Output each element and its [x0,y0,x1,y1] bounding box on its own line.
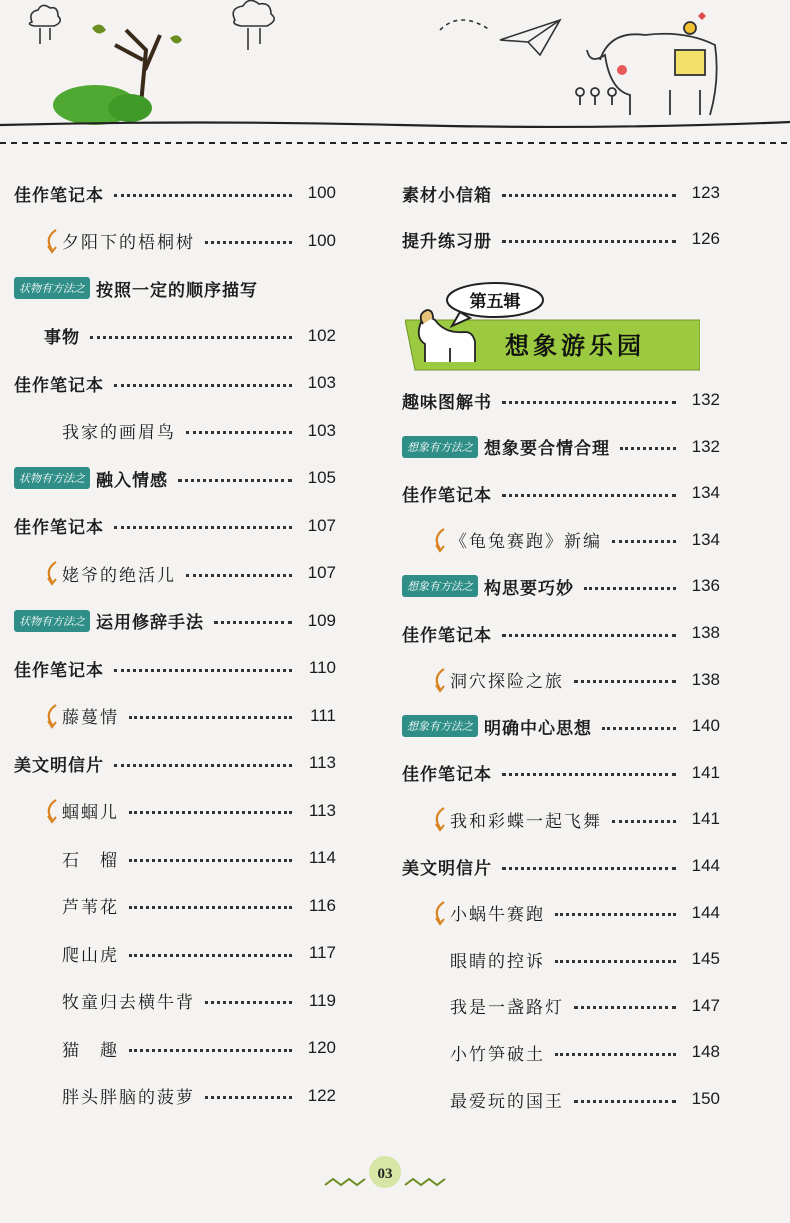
entry-page: 120 [307,1038,336,1057]
toc-entry[interactable] [44,414,336,448]
toc-entry[interactable] [44,984,336,1018]
entry-title: 提升练习册 [402,231,492,252]
dot-leader [186,574,292,577]
method-tag: 状物有方法之 [14,277,90,299]
arrow-icon [44,228,60,254]
dot-leader [502,494,676,497]
toc-entry[interactable] [44,699,336,733]
banner-series: 第五辑 [469,292,521,312]
entry-page: 100 [307,230,336,250]
entry-title: 牧童归去横牛背 [62,993,195,1013]
entry-title: 佳作笔记本 [14,375,104,396]
dot-leader [114,764,292,767]
entry-page: 136 [691,576,720,596]
entry-title: 佳作笔记本 [402,625,492,646]
header-divider [0,122,790,127]
entry-title: 我和彩蝶一起飞舞 [450,811,602,832]
toc-entry[interactable] [14,366,336,400]
header-illustration [0,0,790,160]
entry-page: 107 [307,563,336,582]
tree-icon [53,24,182,125]
entry-page: 119 [308,990,336,1010]
dot-leader [555,960,676,963]
dot-leader [502,867,676,870]
entry-title: 姥爷的绝活儿 [62,565,176,586]
entry-title: 按照一定的顺序描写 [96,280,258,301]
entry-title: 美文明信片 [14,755,104,776]
entry-page: 110 [308,658,336,677]
arrow-icon [44,798,60,824]
method-tag: 想象有方法之 [402,575,478,597]
toc-entry[interactable] [432,896,720,930]
entry-page: 102 [307,325,336,345]
entry-page: 132 [691,436,720,456]
entry-page: 141 [691,762,720,782]
dot-leader [502,194,676,197]
toc-entry[interactable] [402,476,720,510]
entry-title: 眼睛的控诉 [450,951,545,972]
entry-title: 胖头胖脑的菠萝 [62,1088,195,1108]
toc-entry[interactable] [402,756,720,790]
entry-page: 100 [307,183,336,202]
entry-page: 113 [308,753,336,772]
method-tag: 想象有方法之 [402,436,478,458]
toc-entry[interactable] [432,523,720,557]
method-tag: 想象有方法之 [402,715,478,737]
entry-page: 138 [691,623,720,642]
entry-title: 最爱玩的国王 [450,1091,564,1112]
entry-title: 我家的画眉鸟 [62,423,176,443]
dot-leader [502,773,676,776]
entry-page: 134 [691,529,720,549]
toc-entry[interactable] [402,383,720,417]
page-number-badge [320,1150,450,1200]
entry-title: 爬山虎 [62,945,119,966]
entry-page: 103 [307,420,336,440]
dot-leader [502,240,676,243]
dot-leader [574,1100,676,1103]
entry-page: 122 [307,1085,336,1105]
dot-leader [114,194,292,197]
entry-title: 小竹笋破土 [450,1044,545,1065]
entry-page: 147 [691,995,720,1015]
entry-page: 140 [691,716,720,736]
toc-entry[interactable] [402,616,720,650]
dot-leader [90,336,292,339]
toc-entry[interactable] [44,319,336,353]
entry-page: 111 [310,705,336,725]
page-number: 03 [377,1166,393,1182]
dot-leader [205,241,292,244]
entry-title: 运用修辞手法 [96,613,204,633]
entry-page: 144 [691,902,720,922]
entry-page: 116 [308,895,336,915]
banner-title: 想象游乐园 [505,331,645,360]
entry-title: 猫 趣 [62,1040,119,1061]
entry-page: 132 [691,390,720,409]
toc-entry[interactable] [44,936,336,970]
entry-page: 107 [307,515,336,535]
dot-leader [129,906,292,909]
toc-entry[interactable] [402,709,720,743]
dot-leader [612,540,676,543]
arrow-icon [44,703,60,729]
toc-entry[interactable] [14,271,336,305]
dot-leader [129,811,292,814]
entry-title: 构思要巧妙 [484,578,574,599]
toc-entry[interactable] [432,663,720,697]
dot-leader [620,447,676,450]
toc-entry[interactable] [402,176,720,210]
toc-entry[interactable] [14,509,336,543]
dot-leader [555,913,676,916]
entry-title: 美文明信片 [402,858,492,879]
arrow-icon [432,667,448,693]
toc-entry[interactable] [44,889,336,923]
dot-leader [114,669,292,672]
arrow-icon [432,527,448,553]
toc-entry[interactable] [44,841,336,875]
toc-entry[interactable] [44,224,336,258]
cloud-icon [29,0,274,50]
toc-entry[interactable] [402,569,720,603]
entry-title: 蝈蝈儿 [62,803,119,823]
entry-title: 明确中心思想 [484,718,592,739]
toc-entry[interactable] [402,430,720,464]
dot-leader [502,634,676,637]
entry-title: 我是一盏路灯 [450,998,564,1019]
dot-leader [612,820,676,823]
entry-page: 145 [691,949,720,969]
toc-entry[interactable] [14,176,336,210]
entry-page: 109 [307,610,336,630]
dot-leader [129,716,292,719]
dot-leader [214,621,292,624]
toc-entry[interactable] [44,794,336,828]
entry-title: 佳作笔记本 [14,518,104,538]
dot-leader [129,954,292,957]
entry-page: 148 [691,1042,720,1062]
dot-leader [205,1096,292,1099]
arrow-icon [432,806,448,832]
elephant-icon [576,12,717,115]
entry-title: 融入情感 [96,470,168,491]
method-tag: 状物有方法之 [14,467,90,489]
toc-entry[interactable] [14,746,336,780]
entry-page: 113 [308,800,336,820]
entry-page: 103 [307,373,336,392]
toc-entry[interactable] [14,604,336,638]
dot-leader [129,1049,292,1052]
dot-leader [129,859,292,862]
entry-title: 佳作笔记本 [402,485,492,506]
entry-title: 佳作笔记本 [14,185,104,206]
toc-entry[interactable] [432,989,720,1023]
dot-leader [114,384,292,387]
toc-entry[interactable] [14,461,336,495]
section-banner [405,282,700,372]
toc-entry[interactable] [432,942,720,976]
dot-leader [178,479,292,482]
toc-entry[interactable] [44,1079,336,1113]
entry-title: 想象要合情合理 [484,439,610,460]
dot-leader [602,727,676,730]
entry-page: 123 [691,183,720,202]
entry-title: 事物 [44,328,80,348]
toc-entry[interactable] [14,651,336,685]
dot-leader [205,1001,292,1004]
dot-leader [502,401,676,404]
dot-leader [186,431,292,434]
entry-page: 105 [307,468,336,487]
paper-plane-icon [440,20,560,55]
method-tag: 状物有方法之 [14,610,90,632]
arrow-icon [432,900,448,926]
entry-title: 佳作笔记本 [402,765,492,786]
entry-page: 138 [691,669,720,689]
toc-entry[interactable] [432,802,720,836]
entry-page: 114 [308,848,336,867]
dot-leader [584,587,676,590]
toc-entry[interactable] [432,1082,720,1116]
entry-title: 藤蔓情 [62,708,119,728]
dot-leader [574,680,676,683]
entry-page: 144 [691,856,720,875]
entry-title: 素材小信箱 [402,185,492,206]
entry-title: 石 榴 [62,850,119,871]
entry-title: 芦苇花 [62,898,119,918]
entry-title: 小蜗牛赛跑 [450,905,545,926]
entry-page: 150 [691,1089,720,1108]
toc-entry[interactable] [402,849,720,883]
entry-title: 夕阳下的梧桐树 [62,233,195,253]
dot-leader [555,1053,676,1056]
toc-entry[interactable] [432,1035,720,1069]
entry-page: 141 [691,809,720,829]
entry-title: 趣味图解书 [402,392,492,413]
toc-entry[interactable] [402,222,720,256]
dot-leader [114,526,292,529]
entry-title: 佳作笔记本 [14,660,104,681]
arrow-icon [44,560,60,586]
entry-page: 117 [308,943,336,962]
dot-leader [574,1006,676,1009]
entry-title: 《龟兔赛跑》新编 [450,532,602,553]
entry-page: 126 [691,229,720,248]
toc-entry[interactable] [44,1031,336,1065]
toc-entry[interactable] [44,556,336,590]
entry-page: 134 [691,483,720,503]
entry-title: 洞穴探险之旅 [450,672,564,693]
